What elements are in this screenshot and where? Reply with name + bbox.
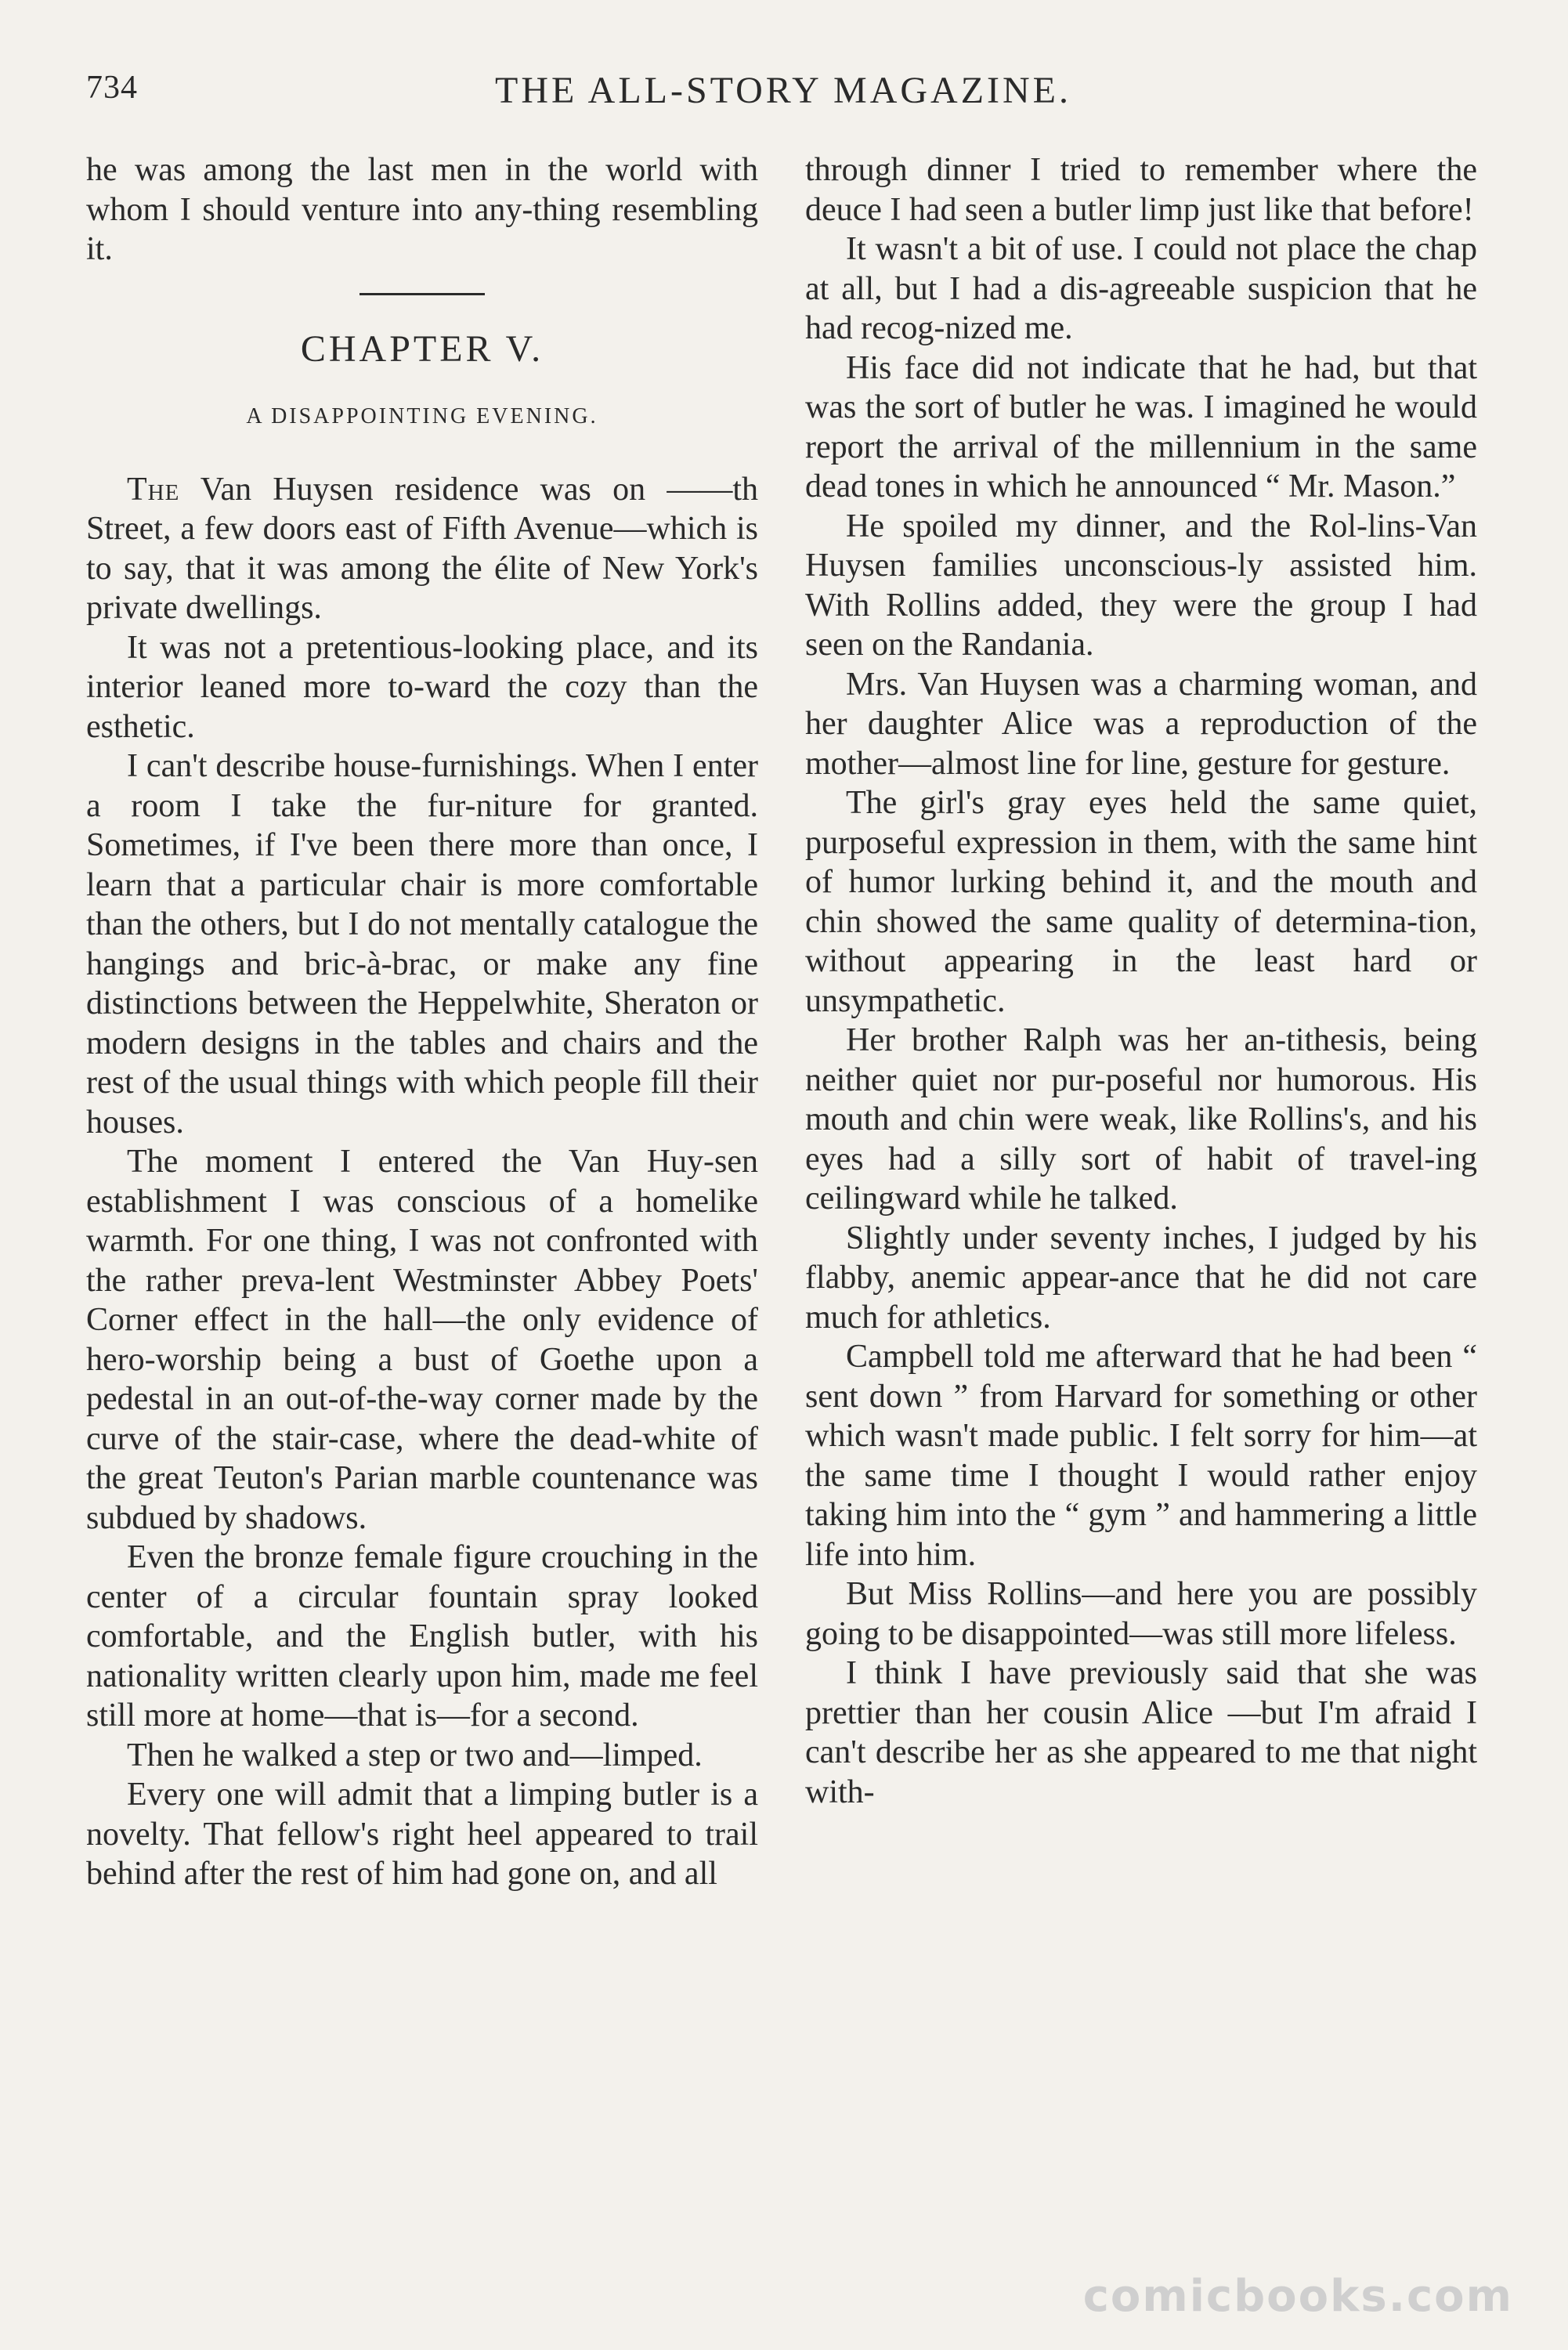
paragraph: I think I have previously said that she was prettier than her cousin Alice —but I'm afraid I can't describe her as she appeared to me that night with-	[805, 1655, 1477, 1810]
paragraph: I can't describe house-furnishings. When I enter a room I take the fur-niture for granted. Sometimes, if I've been there more than once, I learn that a particular chair is more comfortable than the others, but I do not mentally catalogue the hangings and bric-à-brac, or make any fine distinctions between the Heppelwhite, Sheraton or modern designs in the tables and chairs and the rest of the usual things with which people fill their houses.	[86, 748, 758, 1141]
section-divider	[359, 293, 485, 295]
paragraph: His face did not indicate that he had, but that was the sort of butler he was. I imagined he would report the arrival of the millennium in the same dead tones in which he announced “ Mr. Mason.”	[805, 349, 1477, 504]
paragraph: He spoiled my dinner, and the Rol-lins-Van Huysen families unconscious-ly assisted him. With Rollins added, they were the group I had seen on the Randania.	[805, 508, 1477, 663]
paragraph: The moment I entered the Van Huy-sen establishment I was conscious of a homelike warmth. For one thing, I was not confronted with the rather preva-lent Westminster Abbey Poets' Corner effect in the hall—the only evidence of hero-worship being a bust of Goethe upon a pedestal in an out-of-the-way corner made by the curve of the stair-case, where the dead-white of the great Teuton's Parian marble countenance was subdued by shadows.	[86, 1144, 758, 1536]
left-column	[86, 150, 758, 1894]
chapter-subtitle: A DISAPPOINTING EVENING.	[246, 404, 598, 428]
chapter-heading: CHAPTER V.	[300, 327, 544, 370]
paragraph: It was not a pretentious-looking place, and its interior leaned more to-ward the cozy than the esthetic.	[86, 629, 758, 745]
paragraph: Every one will admit that a limping butler is a novelty. That fellow's right heel appeared to trail behind after the rest of him had gone on, and all	[86, 1777, 758, 1892]
paragraph	[86, 470, 758, 628]
paragraph-continued: he was among the last men in the world with whom I should venture into any-thing resembling it.	[86, 152, 758, 267]
paragraph: The girl's gray eyes held the same quiet, purposeful expression in them, with the same hint of humor lurking behind it, and the mouth and chin showed the same quality of determina-tion, without appearing in the least hard or unsympathetic.	[805, 785, 1477, 1019]
paragraph: Mrs. Van Huysen was a charming woman, and her daughter Alice was a reproduction of the mother—almost line for line, gesture for gesture.	[805, 666, 1477, 782]
page-number: 734	[86, 70, 138, 106]
paragraph: But Miss Rollins—and here you are possibly going to be disappointed—was still more lifeless.	[805, 1576, 1477, 1652]
paragraph-continued: through dinner I tried to remember where the deuce I had seen a butler limp just like that before!	[805, 152, 1477, 228]
paragraph: It wasn't a bit of use. I could not place the chap at all, but I had a dis-agreeable suspicion that he had recog-nized me.	[805, 231, 1477, 346]
paragraph: Slightly under seventy inches, I judged by his flabby, anemic appear-ance that he did not care much for athletics.	[805, 1220, 1477, 1336]
right-column	[805, 150, 1477, 1812]
paragraph: Then he walked a step or two and—limped.	[127, 1737, 703, 1773]
page-header	[86, 69, 1480, 124]
running-title: THE ALL-STORY MAGAZINE.	[495, 70, 1071, 111]
paragraph-lead-word: The	[127, 471, 180, 508]
paragraph: Campbell told me afterward that he had been “ sent down ” from Harvard for something or other which wasn't made public. I felt sorry for him—at the same time I thought I would rather enjoy taking him into the “ gym ” and hammering a little life into him.	[805, 1339, 1477, 1573]
paragraph: Her brother Ralph was her an-tithesis, being neither quiet nor pur-poseful nor humorous. His mouth and chin were weak, like Rollins's, and his eyes had a silly sort of habit of travel-ing ceilingward while he talked.	[805, 1022, 1477, 1217]
paragraph: Even the bronze female figure crouching in the center of a circular fountain spray looked comfortable, and the English butler, with his nationality written clearly upon him, made me feel still more at home—that is—for a second.	[86, 1539, 758, 1734]
watermark: comicbooks.com	[1082, 2271, 1513, 2322]
paragraph-text: Van Huysen residence was on ——th Street, a few doors east of Fifth Avenue—which is to say, that it was among the élite of New York's private dwellings.	[86, 471, 758, 626]
